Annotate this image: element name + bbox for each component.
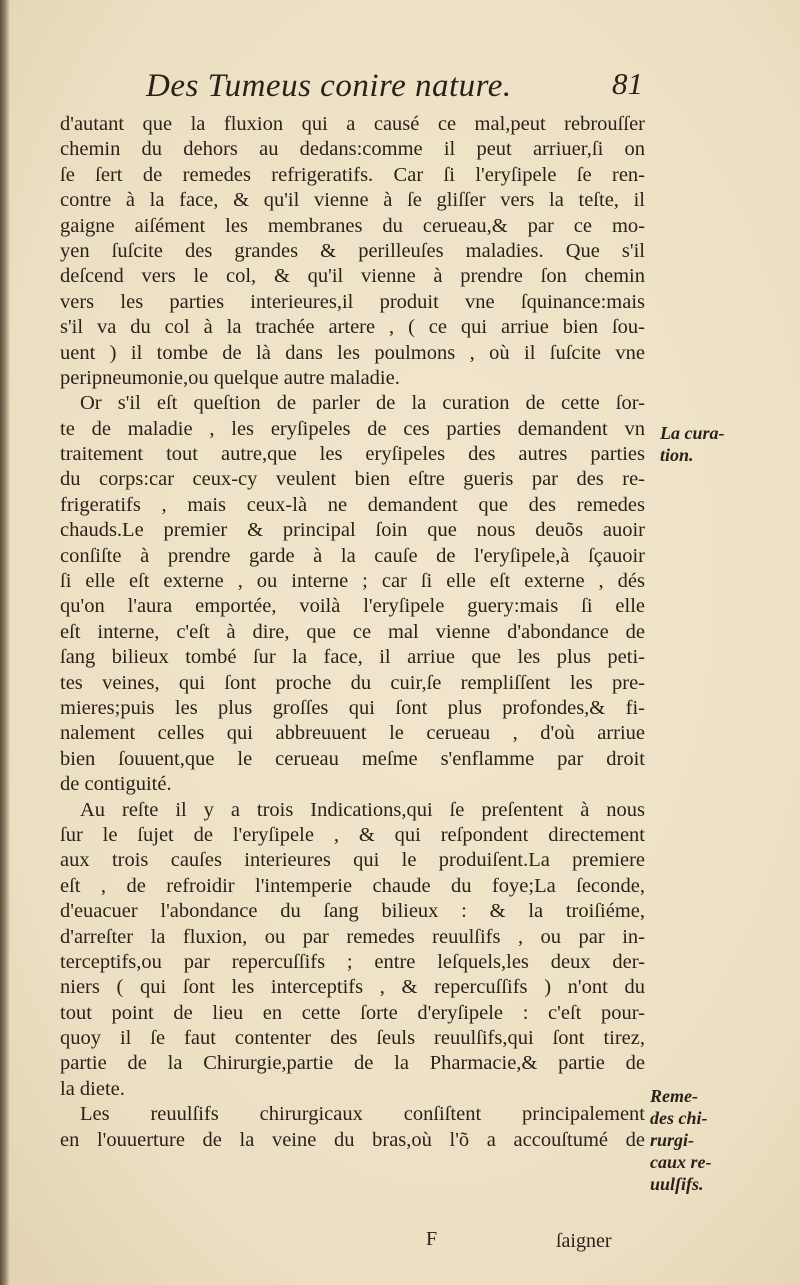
- text-line: quoy il ſe faut contenter des ſeuls reuulſifs,qui ſont tirez,: [60, 1027, 645, 1050]
- text-line: de contiguité.: [60, 773, 172, 796]
- text-line: chauds.Le premier & principal ſoin que nous deuõs auoir: [60, 519, 645, 542]
- text-line: yen ſuſcite des grandes & perilleuſes maladies. Que s'il: [60, 239, 645, 262]
- text-line: qu'on l'aura emportée, voilà l'eryſipele guery:mais ſi elle: [60, 595, 645, 618]
- text-line: ſi elle eſt externe , ou interne ; car ſi elle eſt externe , dés: [60, 570, 645, 593]
- text-line: peripneumonie,ou quelque autre maladie.: [60, 366, 400, 389]
- running-title: Des Tumeus conire nature.: [146, 68, 512, 104]
- text-line: en l'ouuerture de la veine du bras,où l'õ a accouſtumé de: [60, 1128, 645, 1151]
- margin-note-line: tion.: [660, 445, 694, 465]
- text-line: bien ſouuent,que le cerueau meſme s'enflamme par droit: [60, 747, 645, 770]
- margin-note-remedes: [650, 1085, 712, 1195]
- body-text: [60, 112, 645, 1153]
- text-line: terceptifs,ou par repercuſſifs ; entre leſquels,les deux der-: [60, 950, 645, 973]
- text-line: d'autant que la fluxion qui a causé ce mal,peut rebrouſſer: [60, 113, 645, 135]
- text-line: contre à la face, & qu'il vienne à ſe gliſſer vers la teſte, il: [60, 189, 645, 212]
- text-line: aux trois cauſes interieures qui le produiſent.La premiere: [60, 849, 645, 872]
- text-line: tes veines, qui ſont proche du cuir,ſe rempliſſent les pre-: [60, 671, 645, 694]
- signature-mark: F: [426, 1228, 438, 1250]
- binding-gutter: [0, 0, 10, 1285]
- text-line: eſt interne, c'eſt à dire, que ce mal vienne d'abondance de: [60, 620, 645, 643]
- margin-note-line: rurgi-: [650, 1130, 695, 1150]
- text-line: gaigne aiſément les membranes du cerueau,& par ce mo-: [60, 214, 645, 237]
- margin-note-line: caux re-: [650, 1152, 712, 1172]
- text-line: Au reſte il y a trois Indications,qui ſe preſentent à nous: [80, 798, 645, 821]
- text-line: ſe ſert de remedes refrigeratifs. Car ſi l'eryſipele ſe ren-: [60, 163, 645, 186]
- text-line: chemin du dehors au dedans:comme il peut arriuer,ſi on: [60, 138, 645, 161]
- text-line: d'arreſter la fluxion, ou par remedes reuulſifs , ou par in-: [60, 925, 645, 948]
- text-line: deſcend vers le col, & qu'il vienne à prendre ſon chemin: [60, 265, 645, 288]
- text-line: conſiſte à prendre garde à la cauſe de l'eryſipele,à ſçauoir: [60, 544, 645, 567]
- text-line: la diete.: [60, 1077, 125, 1100]
- margin-note-line: Reme-: [650, 1086, 698, 1106]
- text-line: ſang bilieux tombé ſur la face, il arriue que les plus peti-: [60, 646, 645, 669]
- text-line: s'il va du col à la trachée artere , ( ce qui arriue bien ſou-: [60, 316, 645, 339]
- text-line: mieres;puis les plus groſſes qui ſont plus profondes,& fi-: [60, 696, 645, 719]
- text-line: d'euacuer l'abondance du ſang bilieux : & la troiſiéme,: [60, 900, 645, 923]
- text-line: vers les parties interieures,il produit vne ſquinance:mais: [60, 290, 645, 313]
- text-line: ſur le ſujet de l'eryſipele , & qui reſpondent directement: [60, 823, 645, 846]
- text-line: du corps:car ceux-cy veulent bien eſtre gueris par des re-: [60, 468, 645, 491]
- text-line: Les reuulſifs chirurgicaux conſiſtent principalement: [80, 1103, 645, 1126]
- margin-note-line: des chi-: [650, 1108, 708, 1128]
- text-line: frigeratifs , mais ceux-là ne demandent que des remedes: [60, 493, 645, 516]
- text-line: partie de la Chirurgie,partie de la Pharmacie,& partie de: [60, 1052, 645, 1075]
- margin-note-curation: [660, 422, 725, 466]
- text-line: niers ( qui ſont les interceptifs , & repercuſſifs ) n'ont du: [60, 976, 645, 999]
- text-line: nalement celles qui abbreuuent le cerueau , d'où arriue: [60, 722, 645, 745]
- text-line: te de maladie , les eryſipeles de ces parties demandent vn: [60, 417, 645, 440]
- text-line: uent ) il tombe de là dans les poulmons , où il ſuſcite vne: [60, 341, 645, 364]
- margin-note-line: uulſifs.: [650, 1174, 704, 1194]
- text-line: traitement tout autre,que les eryſipeles des autres parties: [60, 443, 645, 466]
- catchword: ſaigner: [556, 1230, 612, 1252]
- text-line: Or s'il eſt queſtion de parler de la curation de cette ſor-: [80, 392, 645, 415]
- page-number: 81: [612, 66, 643, 101]
- text-line: tout point de lieu en cette ſorte d'eryſipele : c'eſt pour-: [60, 1001, 645, 1024]
- text-line: eſt , de refroidir l'intemperie chaude du foye;La ſeconde,: [60, 874, 645, 897]
- margin-note-line: La cura-: [660, 423, 725, 443]
